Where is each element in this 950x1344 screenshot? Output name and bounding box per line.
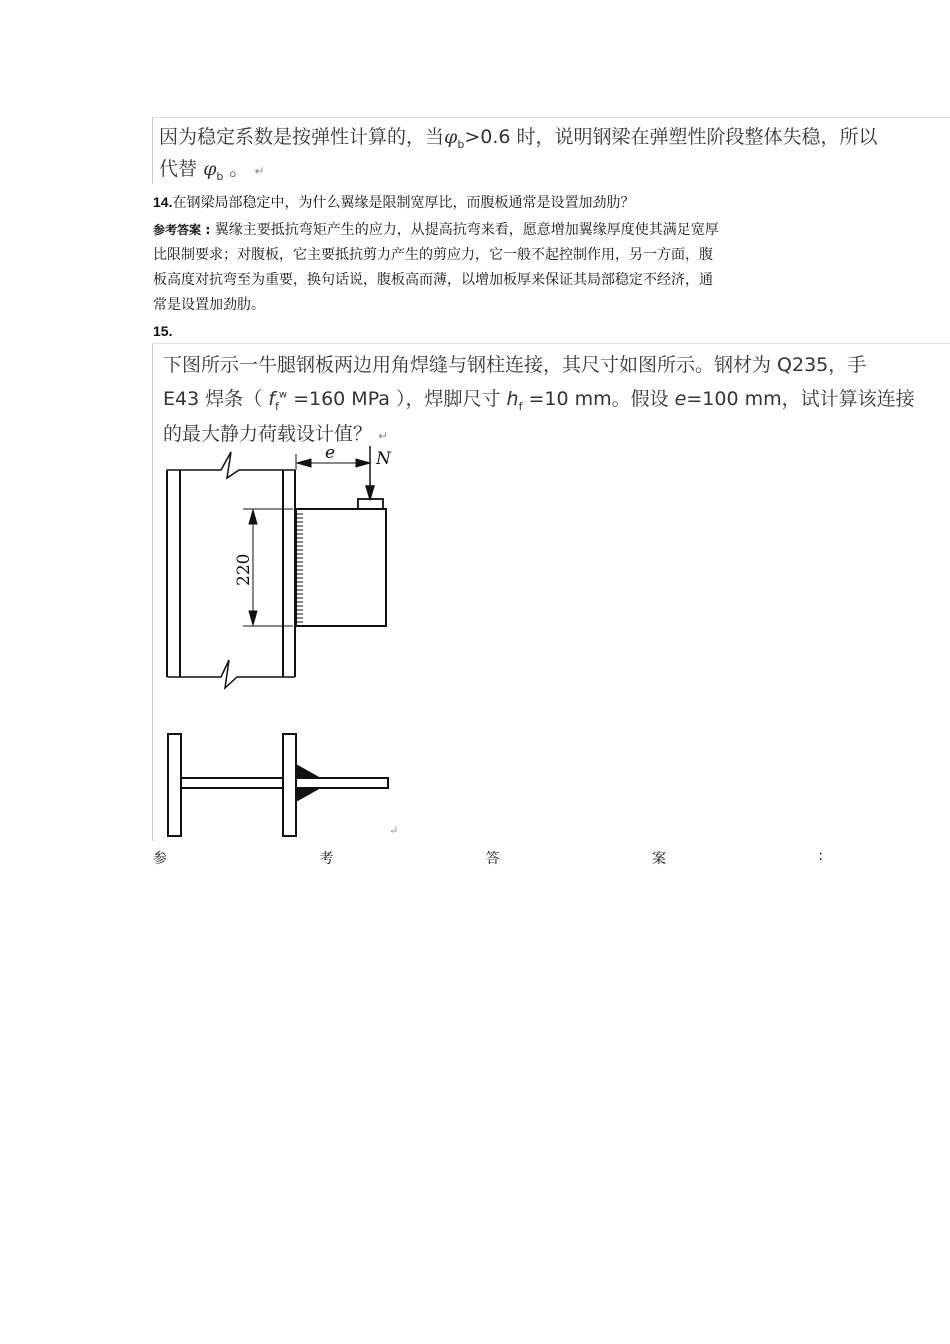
dimension-220-label: 220 (234, 553, 254, 586)
problem-line-3: 的最大静力荷载设计值？ ↵ (163, 423, 389, 445)
problem-line-2: E43 焊条（ $f_f^w =160$ MPa ），焊脚尺寸 $h_f =10$ mm。假设 e=100 mm，试计算该连接 (163, 388, 915, 413)
plan-view-figure (153, 724, 413, 839)
answer-line: 常是设置加劲肋。 (153, 297, 265, 313)
q15-answer-label: 参 考 答 案 : (153, 848, 823, 867)
paragraph-mark-icon: ↵ (378, 429, 389, 443)
answer-line: 板高度对抗弯至为重要，换句话说，腹板高而薄，以增加板厚来保证其局部稳定不经济，通 (153, 272, 713, 288)
answer-line: 参考答案 : 翼缘主要抵抗弯矩产生的应力，从提高抗弯来看，愿意增加翼缘厚度使其满足宽厚 (153, 222, 719, 238)
question-number: 14. (153, 194, 173, 210)
q13-answer-image (152, 117, 950, 184)
q14-question (153, 190, 634, 216)
paragraph-mark-icon: ↵ (254, 164, 265, 178)
question-number: 15. (153, 323, 173, 339)
q14-answer (153, 218, 833, 318)
q15-problem-image (152, 343, 950, 841)
load-N-label: N (376, 449, 391, 469)
paragraph-mark-icon: ↵ (389, 824, 399, 837)
problem-line-1: 下图所示一牛腿钢板两边用角焊缝与钢柱连接，其尺寸如图所示。钢材为 Q235，手 (163, 354, 867, 376)
answer-line: 比限制要求；对腹板，它主要抵抗剪力产生的剪应力，它一般不起控制作用，另一方面，腹 (153, 247, 713, 263)
question-text: 在钢梁局部稳定中，为什么翼缘是限制宽厚比，而腹板通常是设置加劲肋？ (172, 195, 635, 211)
phi-symbol: φ (444, 126, 458, 148)
eccentricity-e-label: e (325, 444, 336, 463)
phi-symbol: φ (203, 158, 217, 180)
q13-line-2: 代替 $\varphi_b$ 。 ↵ (159, 158, 265, 183)
q13-line-1: 因为稳定系数是按弹性计算的，当$\varphi_b>0.6$ 时，说明钢梁在弹塑性阶段整体失稳，所以 (159, 126, 878, 151)
answer-label: 参考答案 (153, 223, 202, 237)
